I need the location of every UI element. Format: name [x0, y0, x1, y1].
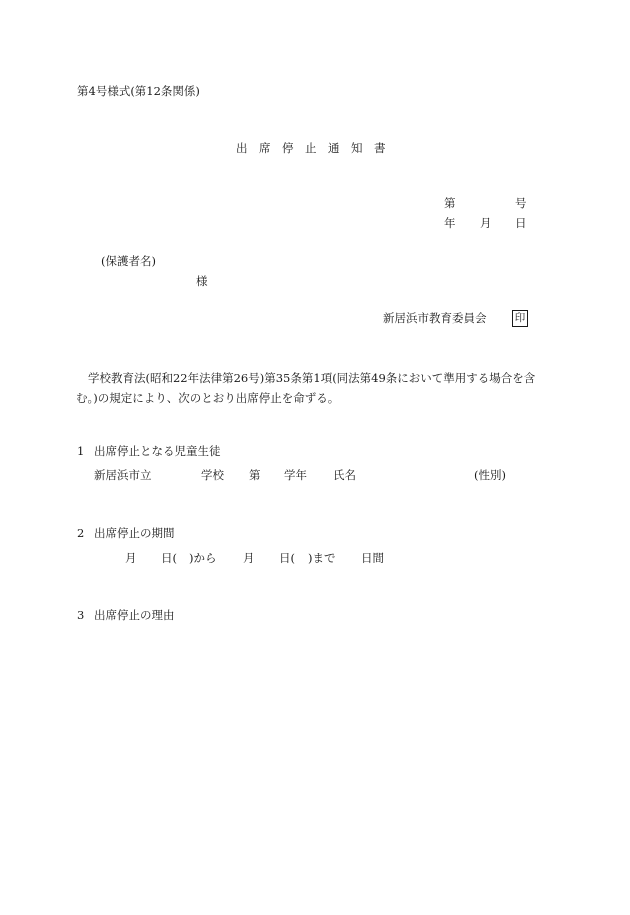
period-end-day: 日( — [279, 551, 295, 565]
period-start-month: 月 — [125, 551, 137, 565]
section3-number: 3 — [77, 608, 85, 622]
student-grade-prefix: 第 — [249, 468, 261, 482]
document-number-suffix: 号 — [515, 196, 527, 210]
issuer-name: 新居浜市教育委員会 — [383, 311, 487, 325]
section2-title: 出席停止の期間 — [94, 526, 175, 540]
document-number-prefix: 第 — [444, 196, 456, 210]
date-day-label: 日 — [515, 216, 527, 230]
document-title: 出 席 停 止 通 知 書 — [236, 141, 386, 155]
section1-title: 出席停止となる児童生徒 — [94, 444, 221, 458]
section1-number: 1 — [77, 444, 85, 458]
student-school-label: 学校 — [201, 468, 224, 482]
body-text: 学校教育法(昭和22年法律第26号)第35条第1項(同法第49条において準用する場合を含む。)の規定により、次のとおり出席停止を命ずる。 — [76, 371, 536, 405]
date-year-label: 年 — [444, 216, 456, 230]
student-grade-label: 学年 — [284, 468, 307, 482]
seal-stamp: 印 — [512, 310, 528, 327]
section2-number: 2 — [77, 526, 85, 540]
guardian-label: (保護者名) — [101, 254, 156, 268]
period-end-month: 月 — [243, 551, 255, 565]
period-start-day: 日( — [161, 551, 177, 565]
period-until-label: )まで — [308, 551, 336, 565]
honorific: 様 — [196, 274, 208, 288]
date-month-label: 月 — [480, 216, 492, 230]
student-city-label: 新居浜市立 — [94, 468, 152, 482]
period-from-label: )から — [189, 551, 217, 565]
student-name-label: 氏名 — [333, 468, 356, 482]
student-sex-label: (性別) — [474, 468, 506, 482]
section3-title: 出席停止の理由 — [94, 608, 175, 622]
period-days-label: 日間 — [361, 551, 384, 565]
form-number: 第4号様式(第12条関係) — [77, 84, 200, 98]
